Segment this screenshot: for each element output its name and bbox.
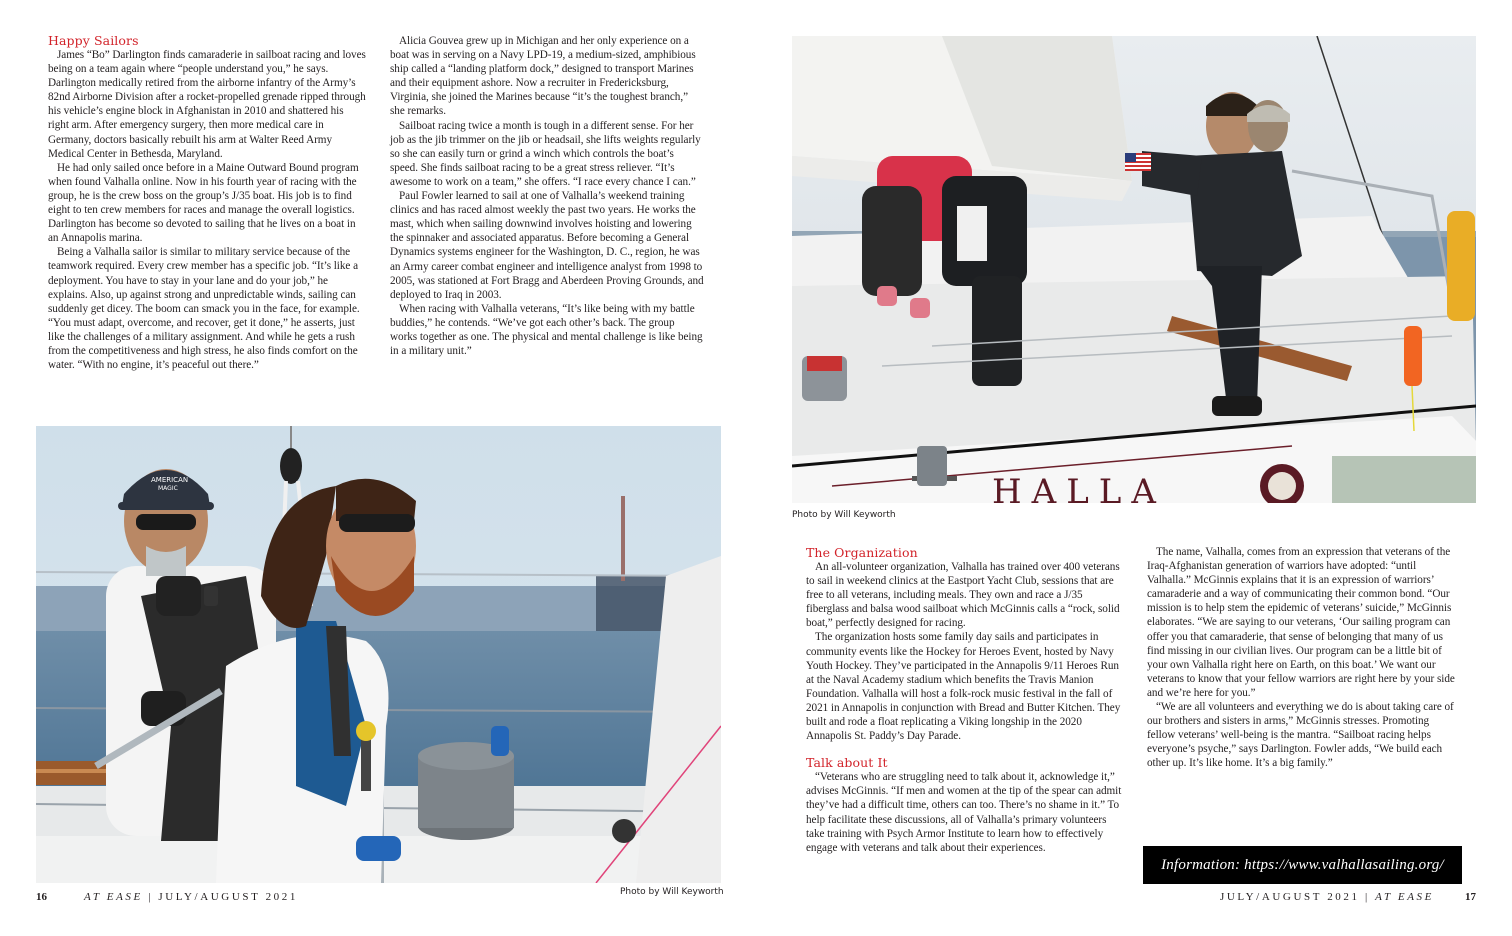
folio-left	[84, 891, 298, 903]
folio-magazine-name: AT EASE	[1375, 891, 1434, 903]
photo-valhalla-crew	[792, 36, 1476, 503]
page-number-left: 16	[36, 891, 47, 903]
article-column-4	[1147, 545, 1459, 771]
folio-separator: |	[1364, 891, 1370, 903]
paragraph: Paul Fowler learned to sail at one of Valhalla’s weekend training clinics and has raced almost weekly the past two years. He works the mast, which when sailing downwind involves hoisting and lowering the spinnaker and associated apparatus. Before becoming a General Dynamics systems engineer for the Washington, D. C., region, he was an Army career combat engineer and intelligence analyst from 1998 to 2005, was stationed at Fort Bragg and Aberdeen Proving Grounds, and deployed to Iraq in 2003.	[390, 190, 704, 301]
paragraph: “We are all volunteers and everything we do is about taking care of our brothers and sisters in arms,” McGinnis stresses. Promoting fellow veterans’ well-being is the mantra. “Sailboat racing helps everyone’s psyche,” says Darlington. Fowler adds, “We build each other up. It’s like home. It’s a big family.”	[1147, 701, 1454, 770]
folio-right	[1220, 891, 1434, 903]
folio-issue: JULY/AUGUST 2021	[158, 891, 298, 903]
paragraph: Alicia Gouvea grew up in Michigan and her only experience on a boat was in serving on a Navy LPD-19, a medium-sized, amphibious ship called a “landing platform dock,” designed to transport Marines and their equipment ashore. Now a recruiter in Fredericksburg, Virginia, she joined the Marines because “it’s the toughest branch,” she remarks.	[390, 35, 696, 118]
paragraph: Being a Valhalla sailor is similar to military service because of the teamwork required. Every crew member has a specific job. “It’s like a deployment. You have to stay in your lane and do your job,” he explains. Also, up against strong and unpredictable winds, sailing can suddenly get dicey. The boom can smack you in the face, for example. “You must adapt, overcome, and recover, get it done,” he asserts, just like the challenges of a military assignment. And while he gets a rush from the competitiveness and high stress, he also finds comfort on the water. “With no engine, it’s peaceful out there.”	[48, 246, 360, 372]
paragraph: An all-volunteer organization, Valhalla has trained over 400 veterans to sail in weekend clinics at the Eastport Yacht Club, sessions that are free to all veterans, including meals. They own and race a J/35 fiberglass and balsa wood sailboat which McGinnis calls a “rock, solid boat,” perfectly designed for racing.	[806, 561, 1120, 630]
photo-sailors-smiling	[36, 426, 721, 883]
paragraph: The organization hosts some family day sails and participates in community events like the Hockey for Heroes Event, hosted by Navy Youth Hockey. They’ve participated in the Annapolis 9/11 Heroes Run at the Naval Academy stadium which benefits the Travis Manion Foundation. Valhalla will host a folk-rock music festival in the fall of 2021 in Annapolis in conjunction with Bread and Butter Kitchen. They built and rode a float replicating a Viking longship in the 2020 Annapolis St. Paddy’s Day Parade.	[806, 631, 1121, 743]
section-heading-the-organization: The Organization	[806, 545, 918, 560]
info-box-website[interactable]	[1143, 846, 1462, 884]
paragraph: When racing with Valhalla veterans, “It’s like being with my battle buddies,” he contends. “We’ve got each other’s back. The group works together as one. The physical and mental challenge is like being in a military unit.”	[390, 302, 703, 358]
paragraph: James “Bo” Darlington finds camaraderie in sailboat racing and loves being on a team again where “people understand you,” he says. Darlington medically retired from the airborne infantry of the Army’s 82nd Airborne Division after a rocket-propelled grenade ripped through his vehicle’s engine block in Afghanistan in 2010 and shattered his right arm. After emergency surgery, then more medical care in Germany, doctors basically rebuilt his arm at Walter Reed Army Medical Center in Bethesda, Maryland.	[48, 49, 366, 160]
svg-text:MAGIC: MAGIC	[158, 485, 178, 492]
paragraph: He had only sailed once before in a Maine Outward Bound program when found Valhalla online. Now in his fourth year of racing with the group, he is the crew boss on the group’s J/35 boat. His job is to find eight to ten crew members for races and manage the overall logistics. Darlington has become so devoted to sailing that he lives on a boat in an Annapolis marina.	[48, 161, 359, 245]
article-column-2	[390, 34, 704, 358]
paragraph: The name, Valhalla, comes from an expression that veterans of the Iraq-Afghanistan generation of warriors have adopted: “until Valhalla.” McGinnis explains that it is an expression of warriors’ camaraderie and a way of communicating their common bond. “Our mission is to help stem the epidemic of veterans’ suicide,” McGinnis elaborates. “We are saying to our veterans, ‘Our sailing program can offer you that camaraderie, that sense of belonging that many of us find missing in our civilian lives. Our program can be a little bit of your own Valhalla right here on Earth, on this boat.’ We want our veterans to know that your fellow warriors are right here by your side and we’re here for you.”	[1147, 546, 1455, 699]
section-heading-happy-sailors: Happy Sailors	[48, 33, 139, 48]
paragraph: Sailboat racing twice a month is tough in a different sense. For her job as the jib trimmer on the jib or headsail, she lifts weights regularly so she can easily turn or grind a winch which controls the boat’s speed. She finds sailboat racing to be a great stress reliever. “It’s awesome to work on a team,” she offers. “I race every chance I can.”	[390, 119, 701, 188]
article-column-1	[48, 33, 366, 372]
svg-text:AMERICAN: AMERICAN	[151, 476, 189, 484]
folio-separator: |	[148, 891, 154, 903]
article-column-3	[806, 545, 1122, 855]
section-heading-talk-about-it: Talk about It	[806, 755, 888, 771]
svg-text:HALLA: HALLA	[992, 472, 1166, 503]
folio-magazine-name: AT EASE	[84, 891, 143, 903]
info-box-link[interactable]: Information: https://www.valhallasailing.org/	[1161, 856, 1444, 873]
photo-caption-left: Photo by Will Keyworth	[620, 887, 724, 897]
paragraph: “Veterans who are struggling need to talk about it, acknowledge it,” advises McGinnis. “If men and women at the tip of the spear can admit they’ve had a difficult time, others can too. There’s no shame in it.” To help facilitate these discussions, all of Valhalla’s primary volunteers take training with Psych Armor Institute to learn how to effectively engage with veterans and talk about their experiences.	[806, 771, 1122, 854]
folio-issue: JULY/AUGUST 2021	[1220, 891, 1360, 903]
page-number-right: 17	[1465, 891, 1476, 903]
photo-caption-right: Photo by Will Keyworth	[792, 510, 896, 520]
